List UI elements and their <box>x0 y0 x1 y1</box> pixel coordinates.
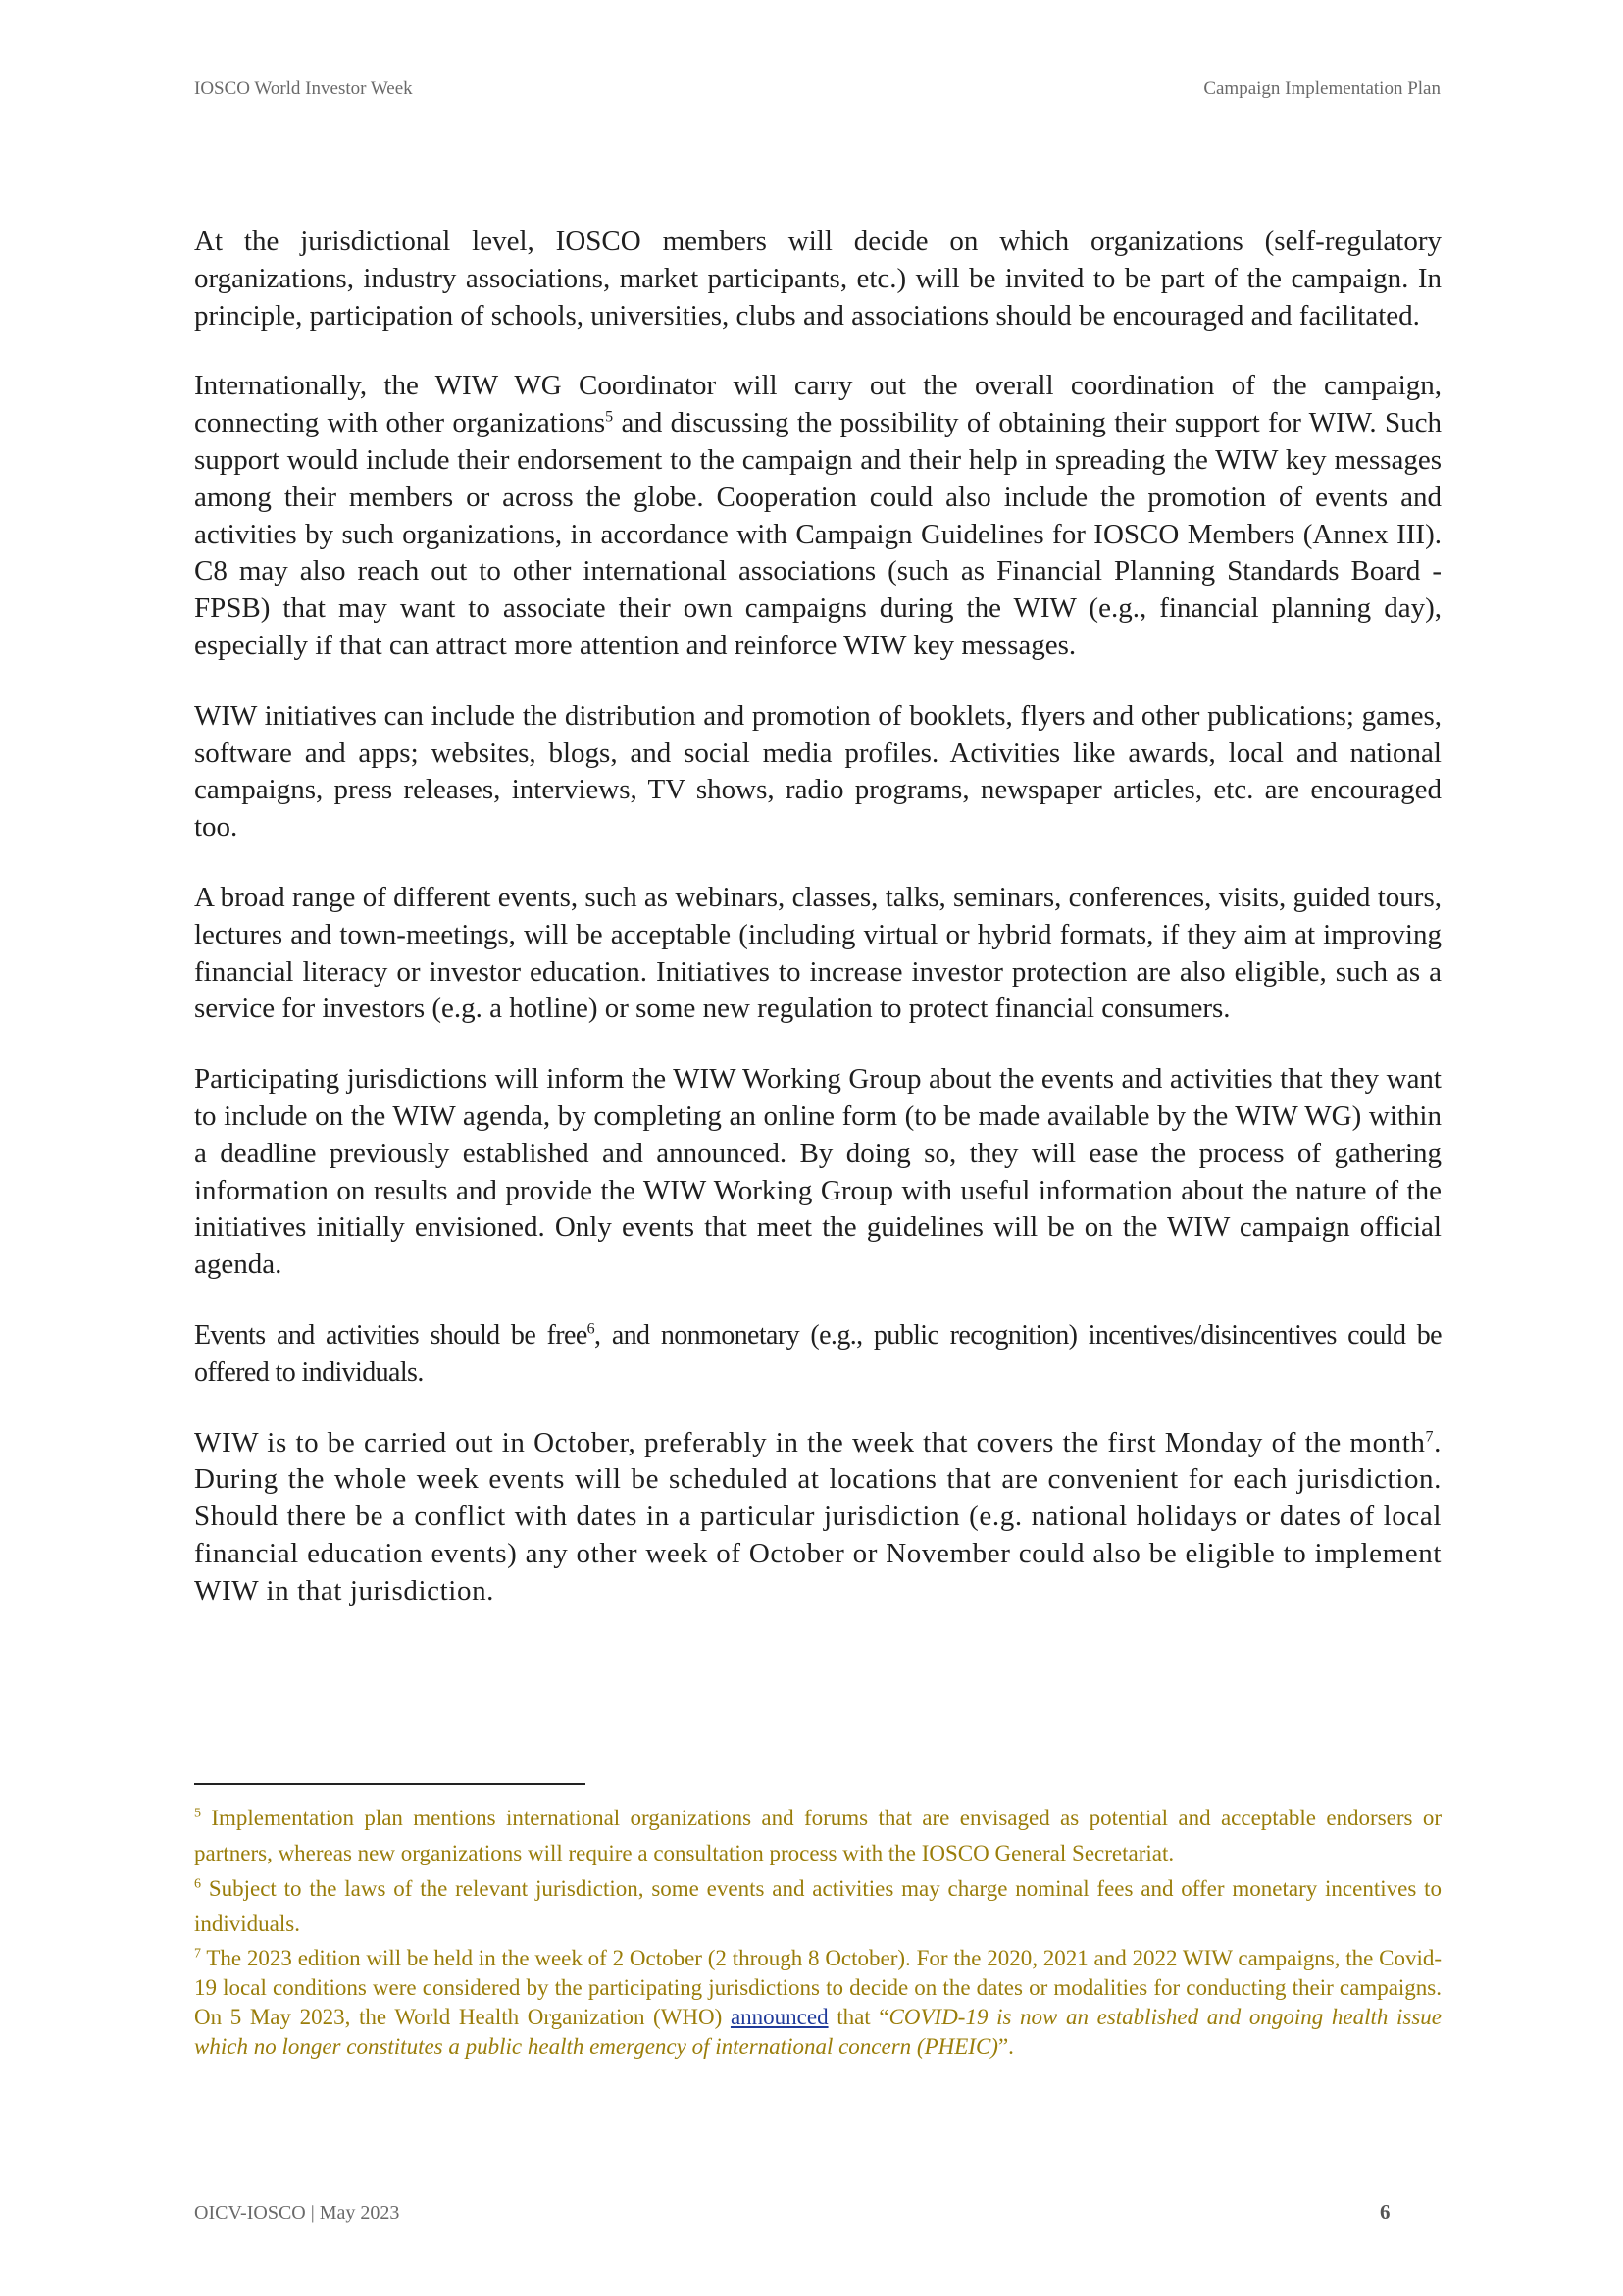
footnote-number: 6 <box>194 1876 201 1892</box>
footnote-text: Implementation plan mentions international organizations and forums that are envisaged as potential and acceptable endorsers or partners, whereas new organizations will require a consultation process with the IOSCO General Secretariat. <box>194 1806 1442 1865</box>
footnote-6 <box>194 1871 1442 1942</box>
footnote-7 <box>194 1944 1442 2062</box>
running-header-section: Campaign Implementation Plan <box>1203 78 1441 99</box>
paragraph-jurisdictional-level: At the jurisdictional level, IOSCO members will decide on which organizations (self-regulatory organizations, industry associations, market participants, etc.) will be invited to be part of the campaign. In principle, participation of schools, universities, clubs and associations should be encouraged and facilitated. <box>194 226 1442 332</box>
paragraph-international-coordination <box>194 368 1442 664</box>
paragraph-text: WIW is to be carried out in October, preferably in the week that covers the first Monday of the month <box>194 1426 1426 1458</box>
footnote-number: 7 <box>194 1946 201 1962</box>
paragraph-text: and discussing the possibility of obtaining their support for WIW. Such support would include their endorsement to the campaign and their help in spreading the WIW key messages among their members or across the globe. Cooperation could also include the promotion of events and activities by such organizations, in accordance with Campaign Guidelines for IOSCO Members (Annex III). C8 may also reach out to other international associations (such as Financial Planning Standards Board - FPSB) that may want to associate their own campaigns during the WIW (e.g., financial planning day), especially if that can attract more attention and reinforce WIW key messages. <box>194 407 1443 661</box>
footnote-text: ”. <box>997 2034 1014 2059</box>
footnote-ref-7[interactable]: 7 <box>1425 1427 1435 1445</box>
footnotes-section <box>194 1801 1442 2062</box>
paragraph-text: . During the whole week events will be scheduled at locations that are convenient for each jurisdiction. Should there be a conflict with dates in a particular jurisdiction (e.g. national holidays or dates of local financial education events) any other week of October or November could also be eligible to implement WIW in that jurisdiction. <box>194 1426 1442 1607</box>
document-body <box>194 224 1442 1644</box>
page-number: 6 <box>1380 2200 1391 2223</box>
paragraph-text: Internationally, the WIW WG Coordinator will carry out the overall coordination of the campaign, connecting with other organizations <box>194 370 1442 439</box>
footnote-text: The 2023 edition will be held in the week of 2 October (2 through 8 October). For the 2020, 2021 and 2022 WIW campaigns, the Covid-19 local conditions were considered by the participating jurisdictions to decide on the dates or modalities for conducting their campaigns. On 5 May 2023, the World Health Organization (WHO) <box>194 1946 1442 2029</box>
running-header-title: IOSCO World Investor Week <box>194 78 413 99</box>
footnote-ref-6[interactable]: 6 <box>586 1320 595 1338</box>
paragraph-events-range: A broad range of different events, such as webinars, classes, talks, seminars, conferences, visits, guided tours, lectures and town-meetings, will be acceptable (including virtual or hybrid formats, if they aim at improving financial literacy or investor education. Initiatives to increase investor protection are also eligible, such as a service for investors (e.g. a hotline) or some new regulation to protect financial consumers. <box>194 881 1442 1025</box>
paragraph-free-events <box>194 1317 1442 1392</box>
footnote-text: that “ <box>828 2005 889 2029</box>
footnote-text: Subject to the laws of the relevant jurisdiction, some events and activities may charge nominal fees and offer monetary incentives to individuals. <box>194 1876 1442 1936</box>
footnote-separator <box>194 1783 585 1785</box>
who-quote: COVID-19 is now an established and ongoing health issue which no longer constitutes a public health emergency of international concern (PHEIC) <box>194 2005 1442 2059</box>
paragraph-participating-jurisdictions: Participating jurisdictions will inform the WIW Working Group about the events and activities that they want to include on the WIW agenda, by completing an online form (to be made available by the WIW WG) within a deadline previously established and announced. By doing so, they will ease the process of gathering information on results and provide the WIW Working Group with useful information about the nature of the initiatives initially envisioned. Only events that meet the guidelines will be on the WIW campaign official agenda. <box>194 1063 1442 1281</box>
paragraph-wiw-initiatives: WIW initiatives can include the distribution and promotion of booklets, flyers and other publications; games, software and apps; websites, blogs, and social media profiles. Activities like awards, local and national campaigns, press releases, interviews, TV shows, radio programs, newspaper articles, etc. are encouraged too. <box>194 699 1442 843</box>
footnote-ref-5[interactable]: 5 <box>605 408 614 426</box>
footer-publisher-date: OICV-IOSCO | May 2023 <box>194 2202 400 2223</box>
paragraph-text: Events and activities should be free <box>194 1319 587 1351</box>
footnote-5 <box>194 1801 1442 1871</box>
paragraph-text: , and nonmonetary (e.g., public recognition) incentives/disincentives could be offered to individuals. <box>194 1319 1442 1388</box>
announced-link[interactable]: announced <box>730 2005 829 2029</box>
paragraph-october-timing <box>194 1425 1442 1610</box>
footnote-number: 5 <box>194 1806 201 1821</box>
